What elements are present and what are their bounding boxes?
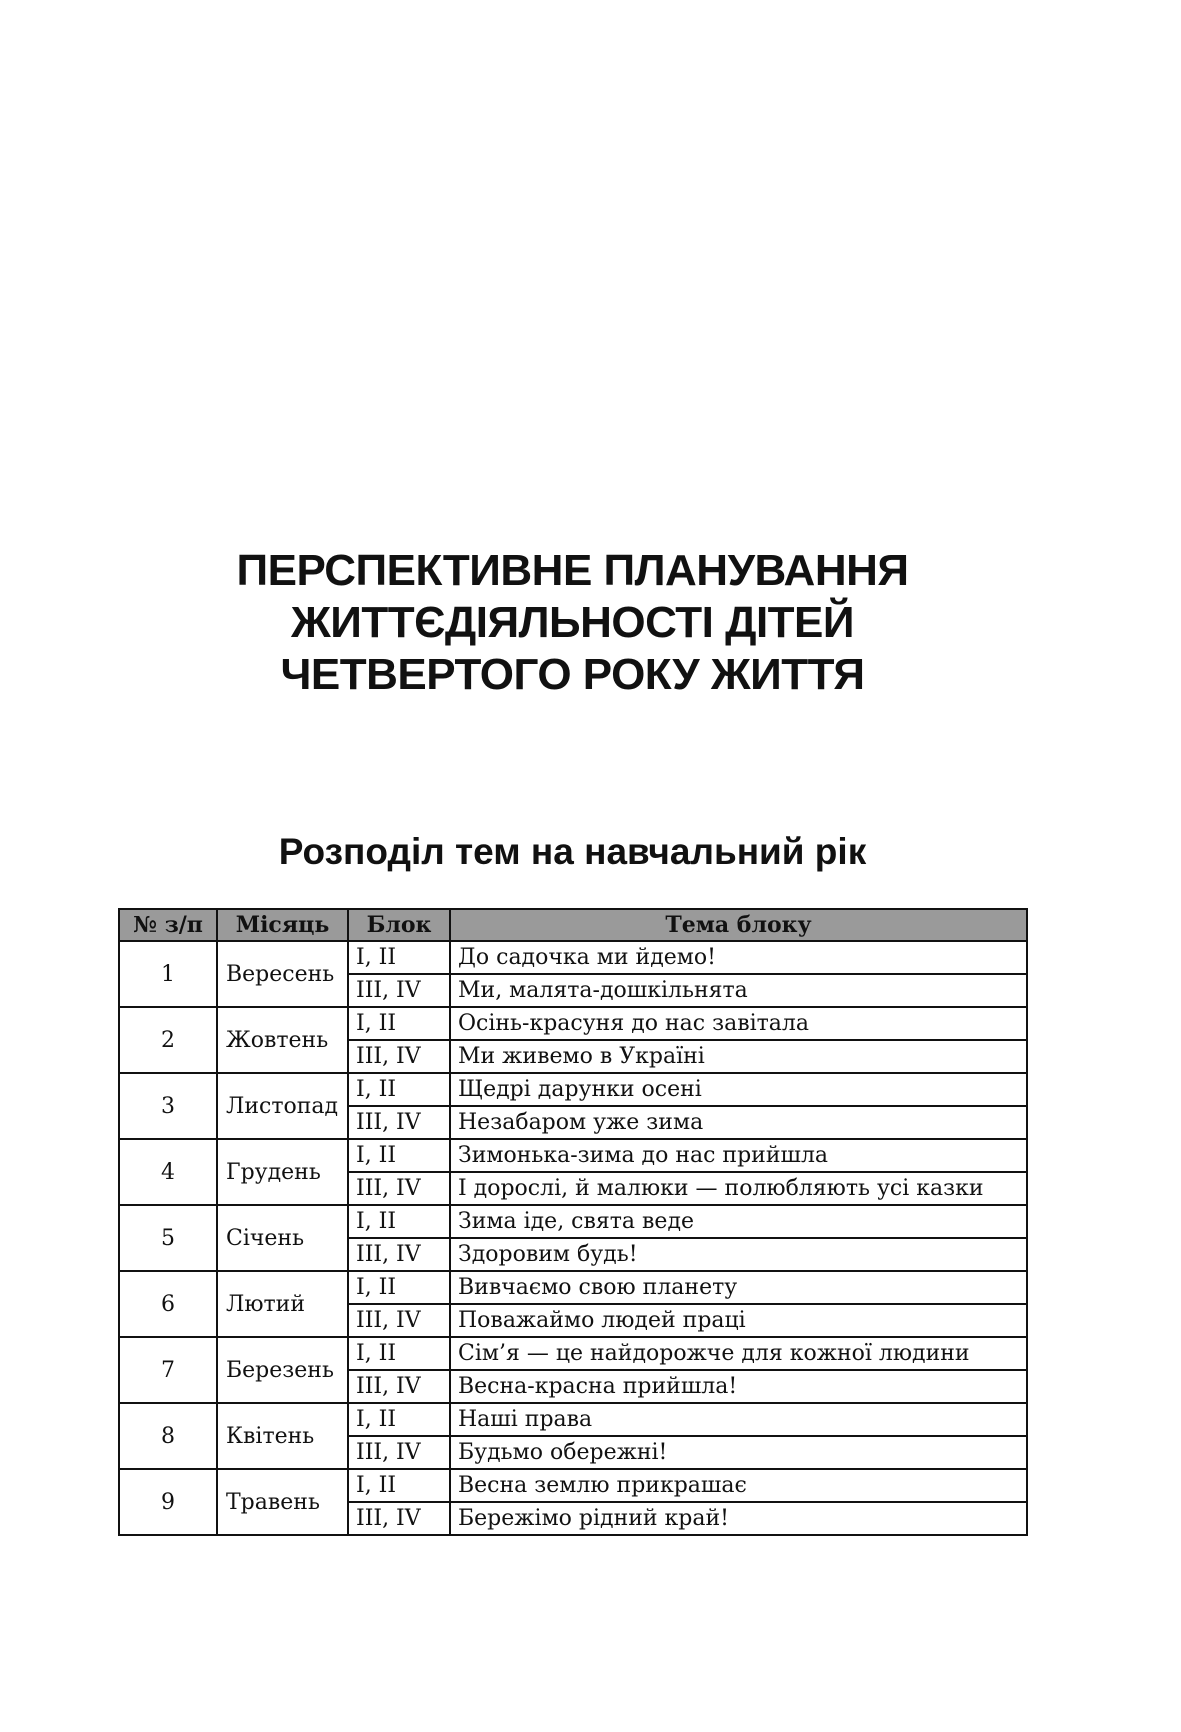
row-month: Вересень [217,941,348,1007]
title-line-2: ЖИТТЄДІЯЛЬНОСТІ ДІТЕЙ [290,598,855,647]
row-theme: Осінь-красуня до нас завітала [450,1007,1027,1040]
title-line-3: ЧЕТВЕРТОГО РОКУ ЖИТТЯ [280,650,865,699]
row-number: 7 [119,1337,217,1403]
row-month: Грудень [217,1139,348,1205]
row-month: Січень [217,1205,348,1271]
topics-table [118,908,1028,1536]
table-row [119,1073,1027,1106]
row-number: 1 [119,941,217,1007]
row-block: III, IV [348,1040,450,1073]
row-theme: Наші права [450,1403,1027,1436]
row-month: Жовтень [217,1007,348,1073]
row-theme: Весна землю прикрашає [450,1469,1027,1502]
row-theme: Поважаймо людей праці [450,1304,1027,1337]
table-row [119,1469,1027,1502]
row-number: 8 [119,1403,217,1469]
row-theme: Вивчаємо свою планету [450,1271,1027,1304]
table-header-row [119,909,1027,941]
header-num: № з/п [119,909,217,941]
row-month: Березень [217,1337,348,1403]
table-row [119,1337,1027,1370]
row-block: III, IV [348,1238,450,1271]
row-theme: Зимонька-зима до нас прийшла [450,1139,1027,1172]
row-block: I, II [348,1205,450,1238]
row-block: I, II [348,941,450,974]
row-number: 6 [119,1271,217,1337]
row-theme: Незабаром уже зима [450,1106,1027,1139]
row-number: 4 [119,1139,217,1205]
row-theme: Сім’я — це найдорожче для кожної людини [450,1337,1027,1370]
page-title [0,545,1145,701]
row-month: Листопад [217,1073,348,1139]
header-month: Місяць [217,909,348,941]
table-row [119,1205,1027,1238]
row-theme: Зима іде, свята веде [450,1205,1027,1238]
header-theme: Тема блоку [450,909,1027,941]
row-block: I, II [348,1139,450,1172]
row-block: I, II [348,1469,450,1502]
table-row [119,1403,1027,1436]
row-block: III, IV [348,974,450,1007]
row-block: III, IV [348,1304,450,1337]
row-block: III, IV [348,1172,450,1205]
row-block: I, II [348,1403,450,1436]
row-theme: Щедрі дарунки осені [450,1073,1027,1106]
row-theme: Будьмо обережні! [450,1436,1027,1469]
row-theme: Здоровим будь! [450,1238,1027,1271]
table-row [119,1271,1027,1304]
row-theme: Ми живемо в Україні [450,1040,1027,1073]
row-theme: До садочка ми йдемо! [450,941,1027,974]
row-number: 3 [119,1073,217,1139]
row-number: 2 [119,1007,217,1073]
row-block: I, II [348,1271,450,1304]
row-number: 9 [119,1469,217,1535]
row-theme: Весна-красна прийшла! [450,1370,1027,1403]
table-row [119,1139,1027,1172]
table-caption: Розподіл тем на навчальний рік [278,831,867,872]
row-block: I, II [348,1337,450,1370]
row-month: Травень [217,1469,348,1535]
row-number: 5 [119,1205,217,1271]
row-month: Лютий [217,1271,348,1337]
row-block: I, II [348,1073,450,1106]
row-theme: Ми, малята-дошкільнята [450,974,1027,1007]
table-row [119,941,1027,974]
row-block: III, IV [348,1436,450,1469]
row-block: III, IV [348,1106,450,1139]
row-block: III, IV [348,1370,450,1403]
row-block: III, IV [348,1502,450,1535]
title-line-1: ПЕРСПЕКТИВНЕ ПЛАНУВАННЯ [236,546,909,595]
header-block: Блок [348,909,450,941]
table-row [119,1007,1027,1040]
row-theme: І дорослі, й малюки — полюбляють усі казки [450,1172,1027,1205]
row-block: I, II [348,1007,450,1040]
row-theme: Бережімо рідний край! [450,1502,1027,1535]
row-month: Квітень [217,1403,348,1469]
